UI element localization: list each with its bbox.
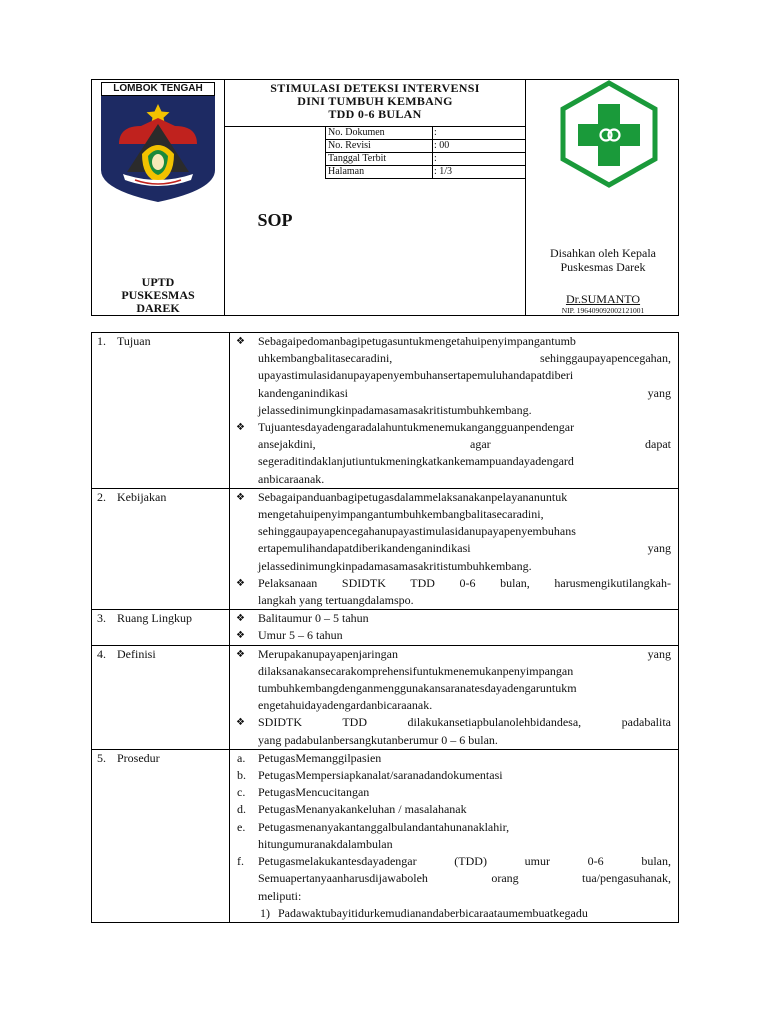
section-content xyxy=(230,333,679,489)
logo-label: LOMBOK TENGAH xyxy=(101,82,215,96)
section-content xyxy=(230,488,679,609)
section-label: 1. Tujuan xyxy=(92,333,230,489)
list-item: d. PetugasMenanyakankeluhan / masalahanak xyxy=(234,801,671,818)
diamond-bullet-icon: ❖ xyxy=(236,336,245,347)
list-letter: c. xyxy=(237,785,246,800)
section-row-ruang-lingkup xyxy=(92,610,679,645)
meta-tanggal-terbit: Tanggal Terbit : xyxy=(328,153,437,164)
list-item: c. PetugasMencucitangan xyxy=(234,784,671,801)
section-row-definisi xyxy=(92,645,679,749)
list-number: 1) xyxy=(260,905,270,920)
list-letter: f. xyxy=(237,854,244,869)
list-item: e. Petugasmenanyakantanggalbulandantahunanaklahir, hitungumuranakdalambulan xyxy=(237,819,510,851)
list-item: f. Petugasmelakukantesdayadengar (TDD) umur 0-6 bulan, Semuapertanyaanharusdijawaboleh orang tua/pengasuhanak, meliputi: xyxy=(237,854,671,903)
section-content xyxy=(230,610,679,645)
diamond-bullet-icon: ❖ xyxy=(236,613,245,625)
sub-list-item: 1) Padawaktubayitidurkemudianandaberbicaraataumembuatkegadu xyxy=(234,905,671,922)
list-item: ❖ Sebagaipedomanbagipetugasuntukmengetahuipenyimpangantumb uhkembangbalitasecaradini, sehinggaupayapencegahan, upayastimulasidanupayapenyembuhansertapemuluhandapatdiberi kandenganindikasi yang jelassedinimungkinpadamasamasakritistumbuhkembang. xyxy=(236,334,671,417)
diamond-bullet-icon: ❖ xyxy=(236,491,245,503)
section-content xyxy=(230,749,679,922)
list-item: ❖ Balitaumur 0 – 5 tahun xyxy=(234,610,671,627)
list-letter: d. xyxy=(237,802,246,817)
section-label: 5. Prosedur xyxy=(92,749,230,922)
list-item: a. PetugasMemanggilpasien xyxy=(234,750,671,767)
section-content xyxy=(230,645,679,749)
header-divider xyxy=(525,80,526,315)
section-row-prosedur xyxy=(92,749,679,922)
signer-name: Dr.SUMANTO xyxy=(565,292,641,306)
list-item: ❖ Pelaksanaan SDIDTK TDD 0-6 bulan, harusmengikutilangkah- langkah yang tertuangdalamspo. xyxy=(236,575,671,608)
list-item: ❖ SDIDTK TDD dilakukansetiapbulanolehbidandesa, padabalita yang padabulanbersangkutanberumur 0 – 6 bulan. xyxy=(236,715,671,747)
puskesmas-logo xyxy=(558,80,660,188)
list-item: ❖ Sebagaipanduanbagipetugasdalammelaksanakanpelayananuntuk mengetahuipenyimpangantumbuhkembangbalitasecaradini, sehinggaupayapencegahanupayastimulasidanupayapenyembuhans ertapemulihandapatdiberikandenganindikasi yang jelassedinimungkinpadamasamasakritistumbuhkembang. xyxy=(236,489,671,573)
diamond-bullet-icon: ❖ xyxy=(236,630,245,642)
approval-text: Disahkan oleh Kepala Puskesmas Darek xyxy=(550,246,656,274)
list-letter: e. xyxy=(237,819,246,834)
meta-halaman: Halaman : 1/3 xyxy=(328,166,453,177)
section-label: 2. Kebijakan xyxy=(92,488,230,609)
section-label: 4. Definisi xyxy=(92,645,230,749)
list-item: ❖ Umur 5 – 6 tahun xyxy=(234,627,671,644)
list-letter: a. xyxy=(237,750,246,765)
meta-divider xyxy=(325,178,525,179)
section-label: 3. Ruang Lingkup xyxy=(92,610,230,645)
diamond-bullet-icon: ❖ xyxy=(236,422,245,434)
document-header xyxy=(91,79,679,316)
signer-nip: NIP. 196409092002121001 xyxy=(561,306,645,315)
list-item: b. PetugasMempersiapkanalat/saranadandokumentasi xyxy=(234,767,671,784)
lombok-tengah-emblem xyxy=(101,82,215,200)
section-row-tujuan xyxy=(92,333,679,489)
unit-name: UPTD PUSKESMAS DAREK xyxy=(121,275,195,315)
meta-no-revisi: No. Revisi : 00 xyxy=(328,140,450,151)
meta-no-dokumen: No. Dokumen : xyxy=(328,127,437,138)
sop-label: SOP xyxy=(257,210,293,230)
list-letter: b. xyxy=(237,768,246,783)
diamond-bullet-icon: ❖ xyxy=(236,577,245,589)
diamond-bullet-icon: ❖ xyxy=(236,648,245,660)
sop-title: STIMULASI DETEKSI INTERVENSI DINI TUMBUH KEMBANG TDD 0-6 BULAN xyxy=(270,81,480,121)
section-row-kebijakan xyxy=(92,488,679,609)
list-item: ❖ Tujuantesdayadengaradalahuntukmenemukangangguanpendengar ansejakdini, agar dapat segeraditindaklanjutiuntukmeningkatkankemampuandayadengard anbicaraanak. xyxy=(236,420,671,486)
list-item: ❖ Merupakanupayapenjaringan yang dilaksanakansecarakomprehensifuntukmenemukanpenyimpangan tumbuhkembangdenganmenggunakansaranatesdayadengaruntukm engetahuidayadengardanbicaraanak. xyxy=(236,646,671,713)
diamond-bullet-icon: ❖ xyxy=(236,717,245,729)
sop-content-table xyxy=(91,332,679,923)
